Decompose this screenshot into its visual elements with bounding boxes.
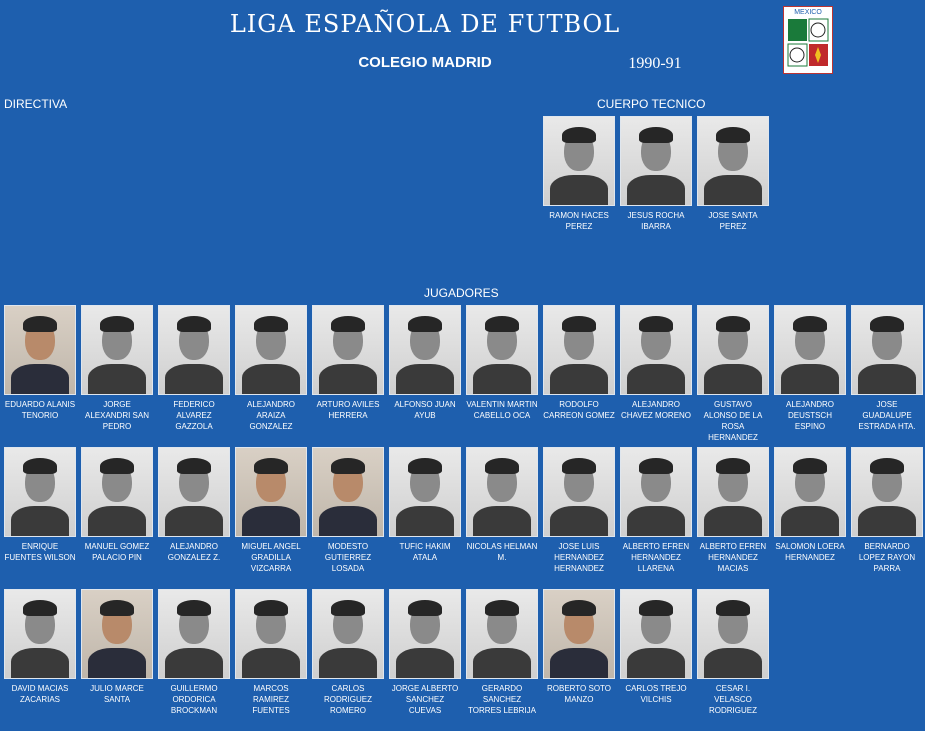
person-name: VALENTIN MARTIN CABELLO OCA: [466, 400, 538, 420]
person-name: ARTURO AVILES HERRERA: [316, 400, 380, 420]
player-card: [235, 589, 307, 716]
portrait-photo: [312, 589, 384, 679]
player-card: [466, 447, 538, 563]
person-name: NICOLAS HELMAN M.: [466, 542, 538, 562]
player-card: [466, 305, 538, 421]
person-name: MANUEL GOMEZ PALACIO PIN: [84, 542, 150, 562]
person-name: RODOLFO CARREON GOMEZ: [543, 400, 615, 420]
person-name: JESUS ROCHA IBARRA: [627, 211, 685, 231]
portrait-photo: [620, 447, 692, 537]
player-card: [774, 447, 846, 563]
player-card: [466, 589, 538, 716]
person-name: CESAR I. VELASCO RODRIGUEZ: [709, 684, 757, 715]
person-name: BERNARDO LOPEZ RAYON PARRA: [858, 542, 916, 573]
portrait-photo: [466, 305, 538, 395]
portrait-photo: [466, 589, 538, 679]
staff-card: [543, 116, 615, 232]
staff-card: [620, 116, 692, 232]
player-card: [158, 305, 230, 432]
player-card: [4, 447, 76, 563]
person-name: ALBERTO EFREN HERNANDEZ LLARENA: [622, 542, 690, 573]
portrait-photo: [389, 589, 461, 679]
portrait-photo: [543, 116, 615, 206]
player-card: [774, 305, 846, 432]
person-name: GUILLERMO ORDORICA BROCKMAN: [170, 684, 218, 715]
portrait-photo: [697, 116, 769, 206]
person-name: ALEJANDRO GONZALEZ Z.: [167, 542, 221, 562]
person-name: EDUARDO ALANIS TENORIO: [4, 400, 76, 420]
portrait-photo: [851, 447, 923, 537]
player-card: [158, 589, 230, 716]
player-card: [851, 447, 923, 574]
portrait-photo: [543, 447, 615, 537]
player-card: [620, 305, 692, 421]
portrait-photo: [4, 305, 76, 395]
player-card: [697, 447, 769, 574]
person-name: DAVID MACIAS ZACARIAS: [11, 684, 69, 704]
mexico-crest-icon: [783, 6, 833, 74]
player-card: [697, 305, 769, 443]
portrait-photo: [4, 589, 76, 679]
staff-card: [697, 116, 769, 232]
portrait-photo: [697, 589, 769, 679]
team-name: COLEGIO MADRID: [358, 54, 492, 71]
player-card: [620, 589, 692, 705]
player-card: [235, 305, 307, 432]
person-name: ALFONSO JUAN AYUB: [394, 400, 456, 420]
portrait-photo: [620, 589, 692, 679]
player-card: [158, 447, 230, 563]
portrait-photo: [697, 447, 769, 537]
person-name: JOSE SANTA PEREZ: [708, 211, 758, 231]
page-title: LIGA ESPAÑOLA DE FUTBOL: [229, 10, 621, 38]
portrait-photo: [81, 589, 153, 679]
person-name: GUSTAVO ALONSO DE LA ROSA HERNANDEZ: [703, 400, 763, 442]
portrait-photo: [543, 305, 615, 395]
section-directiva: DIRECTIVA: [4, 97, 68, 111]
portrait-photo: [466, 447, 538, 537]
portrait-photo: [851, 305, 923, 395]
portrait-photo: [774, 305, 846, 395]
person-name: ENRIQUE FUENTES WILSON: [4, 542, 76, 562]
person-name: ROBERTO SOTO MANZO: [546, 684, 611, 704]
person-name: RAMON HACES PEREZ: [549, 211, 609, 231]
portrait-photo: [389, 447, 461, 537]
portrait-photo: [774, 447, 846, 537]
player-card: [389, 589, 461, 716]
portrait-photo: [158, 589, 230, 679]
portrait-photo: [81, 447, 153, 537]
crest-label: MEXICO: [794, 9, 822, 16]
player-card: [697, 589, 769, 716]
portrait-photo: [312, 447, 384, 537]
person-name: JULIO MARCE SANTA: [90, 684, 144, 704]
player-card: [235, 447, 307, 574]
player-card: [4, 305, 76, 421]
person-name: ALEJANDRO DEUSTSCH ESPINO: [785, 400, 834, 431]
player-card: [389, 305, 461, 421]
portrait-photo: [697, 305, 769, 395]
portrait-photo: [235, 305, 307, 395]
portrait-photo: [4, 447, 76, 537]
player-card: [81, 305, 153, 432]
player-card: [851, 305, 923, 432]
portrait-photo: [389, 305, 461, 395]
person-name: JORGE ALEXANDRI SAN PEDRO: [84, 400, 150, 431]
player-card: [312, 447, 384, 574]
person-name: CARLOS TREJO VILCHIS: [625, 684, 687, 704]
person-name: MODESTO GUTIERREZ LOSADA: [324, 542, 372, 573]
player-card: [4, 589, 76, 705]
person-name: MARCOS RAMIREZ FUENTES: [252, 684, 290, 715]
player-card: [543, 447, 615, 574]
person-name: FEDERICO ALVAREZ GAZZOLA: [173, 400, 215, 431]
portrait-photo: [158, 305, 230, 395]
portrait-photo: [158, 447, 230, 537]
player-card: [81, 447, 153, 563]
person-name: MIGUEL ANGEL GRADILLA VIZCARRA: [241, 542, 301, 573]
person-name: CARLOS RODRIGUEZ ROMERO: [324, 684, 372, 715]
player-card: [389, 447, 461, 563]
portrait-photo: [235, 447, 307, 537]
person-name: JOSE LUIS HERNANDEZ HERNANDEZ: [554, 542, 604, 573]
person-name: ALEJANDRO CHAVEZ MORENO: [620, 400, 692, 420]
person-name: ALBERTO EFREN HERNANDEZ MACIAS: [699, 542, 767, 573]
player-card: [312, 589, 384, 716]
player-card: [543, 589, 615, 705]
season-label: 1990-91: [628, 55, 682, 72]
portrait-photo: [620, 116, 692, 206]
portrait-photo: [620, 305, 692, 395]
person-name: JOSE GUADALUPE ESTRADA HTA.: [858, 400, 916, 431]
section-jugadores: JUGADORES: [424, 286, 499, 300]
player-card: [312, 305, 384, 421]
person-name: ALEJANDRO ARAIZA GONZALEZ: [246, 400, 295, 431]
section-cuerpo-tecnico: CUERPO TECNICO: [597, 97, 706, 111]
portrait-photo: [543, 589, 615, 679]
portrait-photo: [235, 589, 307, 679]
player-card: [543, 305, 615, 421]
person-name: SALOMON LOERA HERNANDEZ: [775, 542, 845, 562]
player-card: [620, 447, 692, 574]
person-name: TUFIC HAKIM ATALA: [399, 542, 451, 562]
person-name: GERARDO SANCHEZ TORRES LEBRIJA: [468, 684, 536, 715]
portrait-photo: [312, 305, 384, 395]
player-card: [81, 589, 153, 705]
portrait-photo: [81, 305, 153, 395]
person-name: JORGE ALBERTO SANCHEZ CUEVAS: [391, 684, 459, 715]
